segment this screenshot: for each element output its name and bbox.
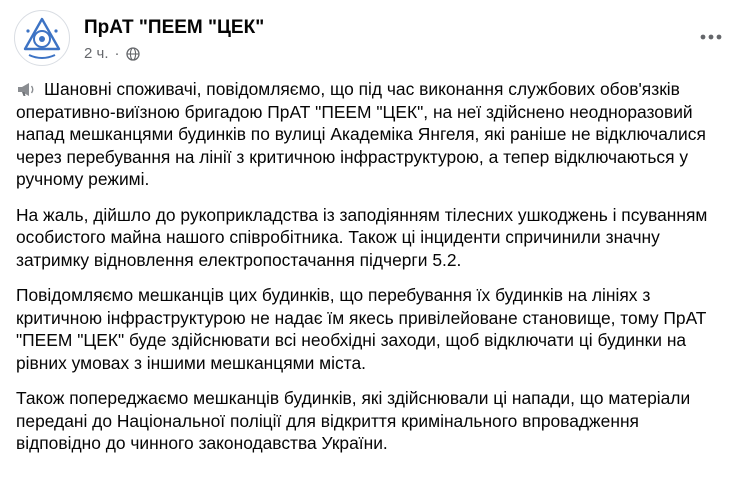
post-paragraph xyxy=(16,78,716,191)
more-options-button[interactable] xyxy=(696,22,726,52)
more-options-icon xyxy=(700,34,722,40)
post-paragraph: Також попереджаємо мешканців будинків, які здійснювали ці напади, що матеріали передані до Національної поліції для відкриття кримінального впровадження відповідно до чинного законодавства України. xyxy=(16,388,691,453)
megaphone-icon xyxy=(16,80,38,96)
meta-separator: · xyxy=(114,45,120,62)
post-timestamp[interactable]: 2 ч. xyxy=(84,45,109,62)
post-meta xyxy=(84,45,140,62)
globe-icon xyxy=(126,47,140,61)
page-name-link[interactable]: ПрАТ "ПЕЕМ "ЦЕК" xyxy=(84,17,265,38)
post-body xyxy=(16,78,716,468)
post-paragraph-text: Шановні споживачі, повідомляємо, що під час виконання службових обов'язків оперативно-виїзною бригадою ПрАТ "ПЕЕМ "ЦЕК", на неї здійснено неодноразовий напад мешканцями будинків по вулиці Академіка Янгеля, які раніше не відключалися через перебування на лінії з критичною інфраструктурою, а тепер відключаються у ручному режимі. xyxy=(16,79,706,189)
post-header xyxy=(14,10,726,70)
company-logo-icon xyxy=(15,11,69,65)
post-paragraph: На жаль, дійшло до рукоприкладства із заподіянням тілесних ушкоджень і псуванням особистого майна нашого співробітника. Також ці інциденти спричинили значну затримку відновлення електропостачання підчерги 5.2. xyxy=(16,204,708,270)
post-paragraph: Повідомляємо мешканців цих будинків, що перебування їх будинків на лініях з критичною інфраструктурою не надає їм якесь привілейоване становище, тому ПрАТ "ПЕЕМ "ЦЕК" буде здійснювати всі необхідні заходи, щоб відключати ці будинки на рівних умовах з іншими мешканцями міста. xyxy=(16,285,707,373)
page-avatar[interactable] xyxy=(14,10,70,66)
